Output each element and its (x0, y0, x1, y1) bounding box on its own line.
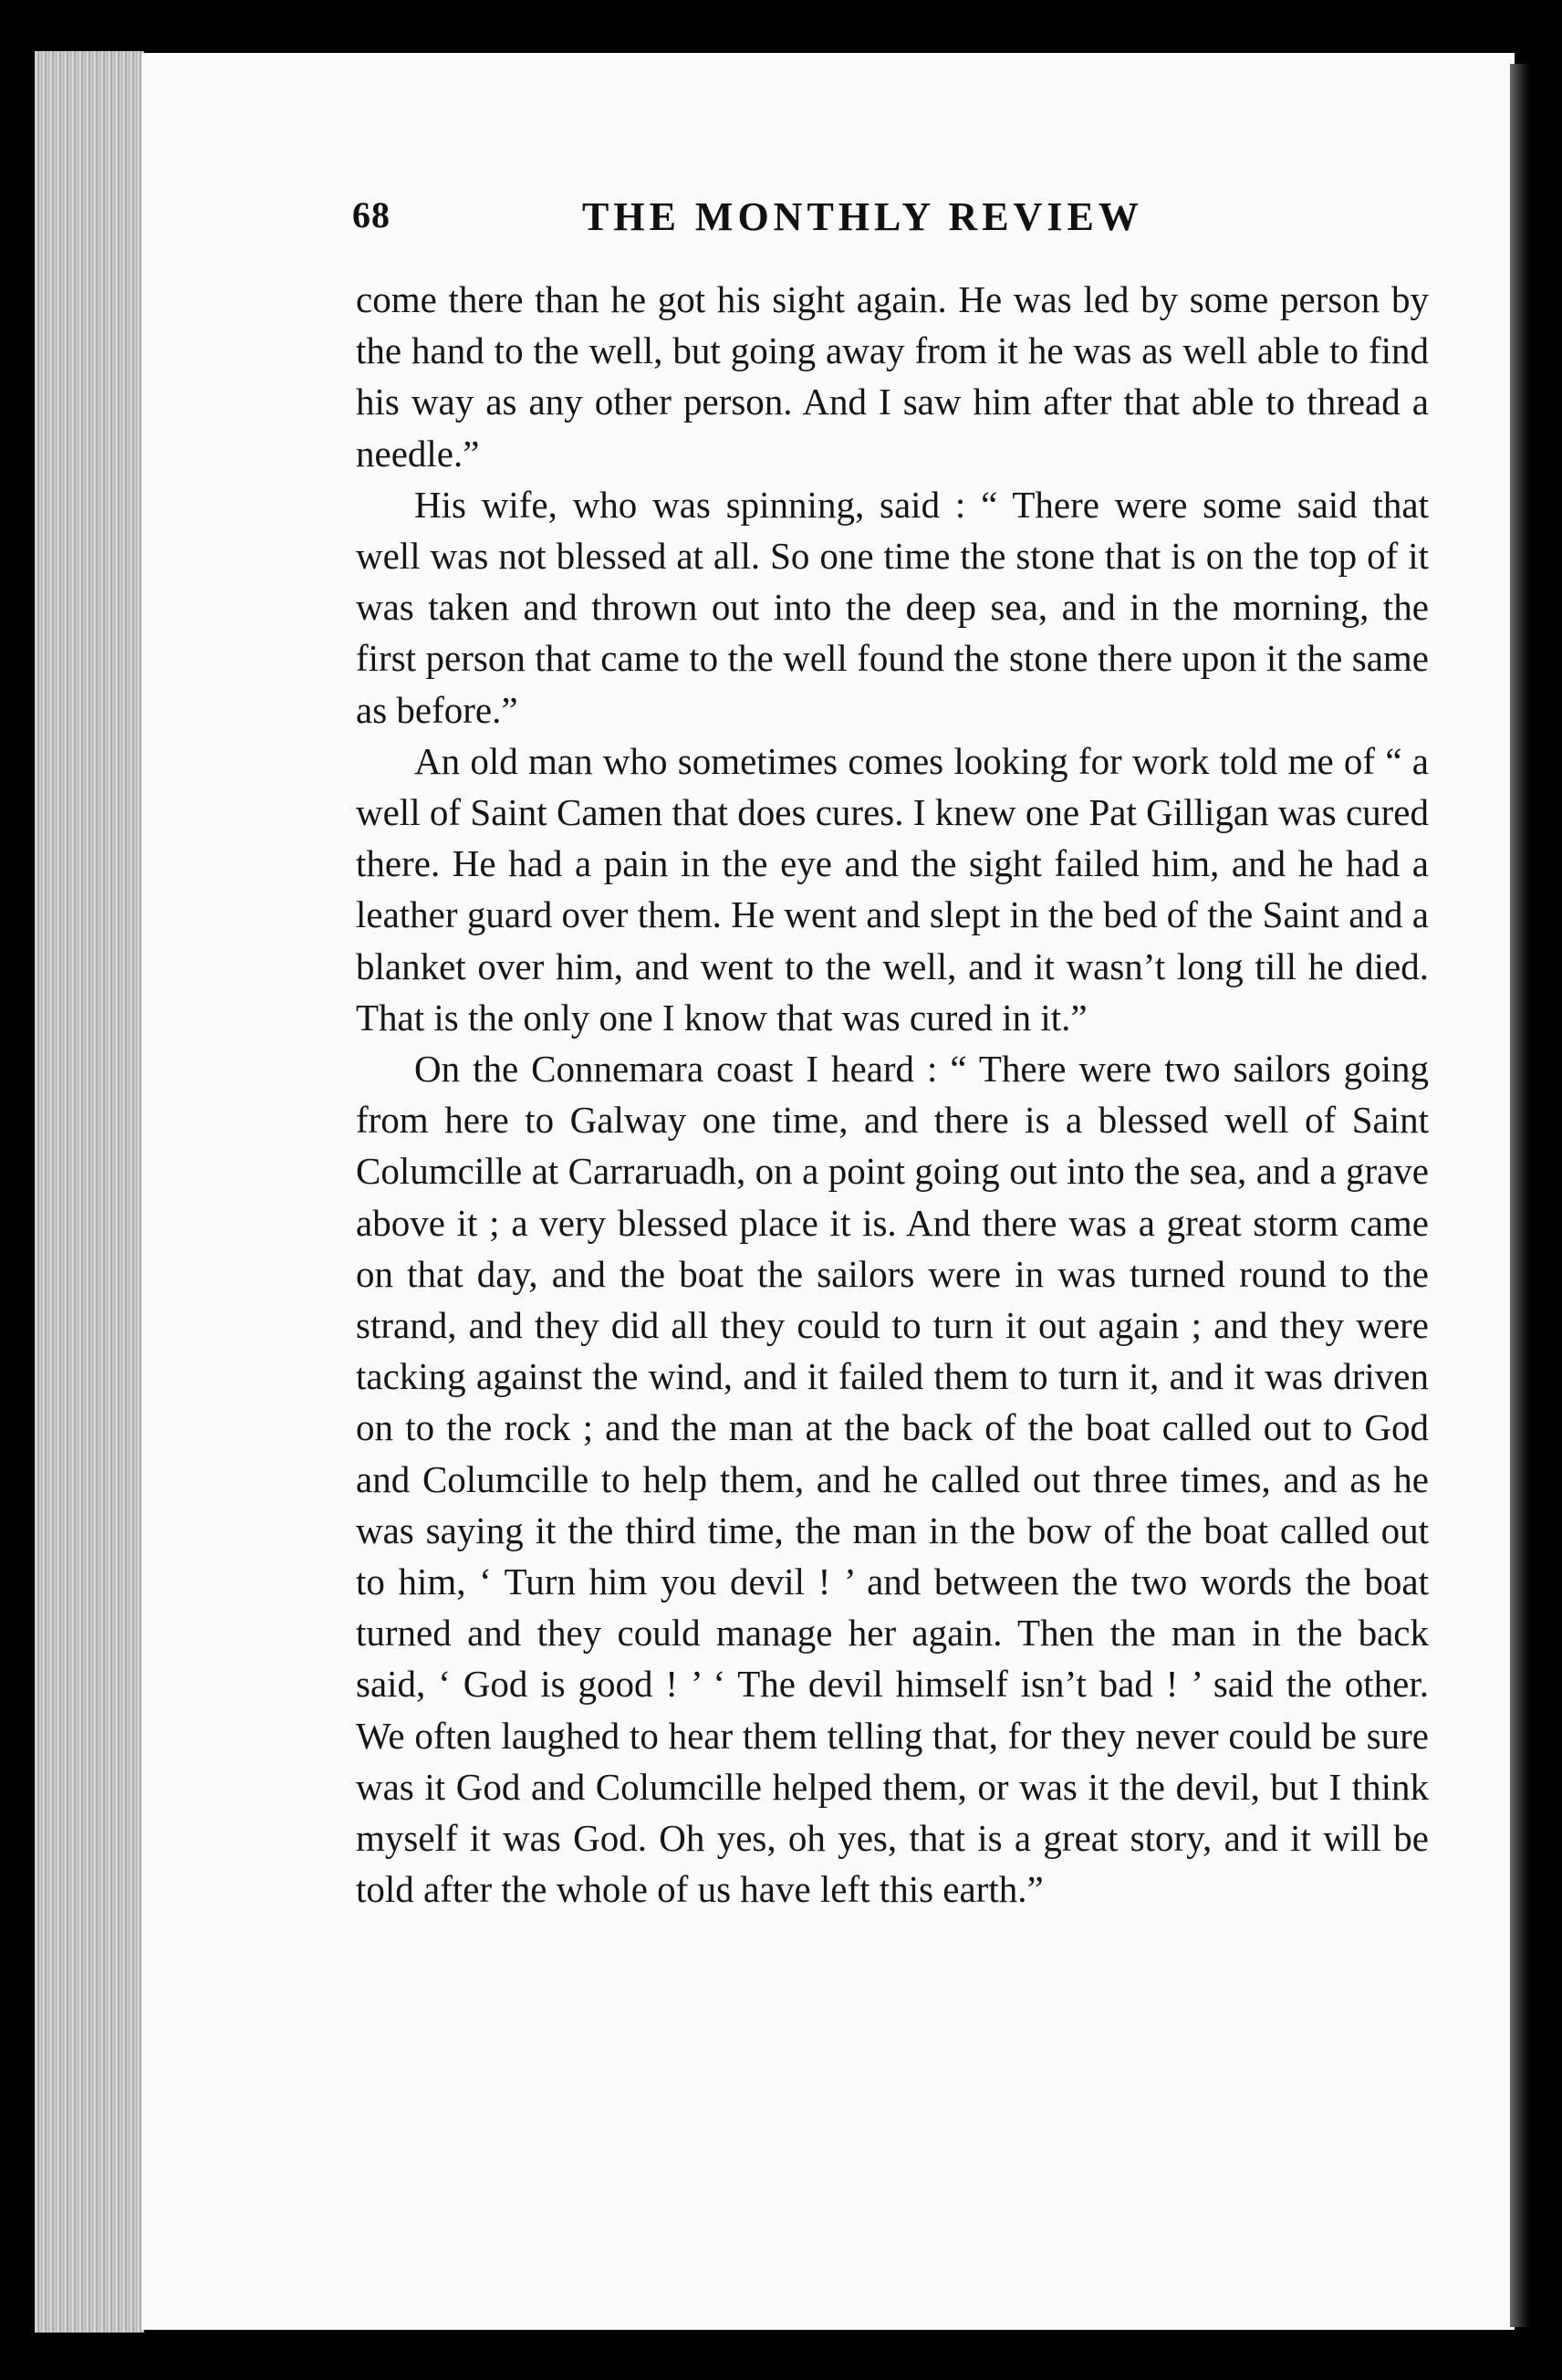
body-text (356, 274, 1429, 1915)
book-page-edges (35, 51, 144, 2333)
paragraph-continued: come there than he got his sight again. He was led by some person by the hand to the well, but going away from it he was as well able to find his way as any other person. And I saw him after that able to thread a needle.” (356, 278, 1429, 475)
paragraph: His wife, who was spinning, said : “ There were some said that well was not blessed at all. So one time the stone that is on the top of it was taken and thrown out into the deep sea, and in the morning, the first person that came to the well found the stone there upon it the same as before.” (356, 483, 1429, 731)
paragraph: An old man who sometimes comes looking for work told me of “ a well of Saint Camen that does cures. I knew one Pat Gilligan was cured there. He had a pain in the eye and the sight failed him, and he had a leather guard over them. He went and slept in the bed of the Saint and a blanket over him, and went to the well, and it wasn’t long till he died. That is the only one I know that was cured in it.” (356, 739, 1429, 1039)
running-title: THE MONTHLY REVIEW (582, 194, 1143, 239)
page-number: 68 (352, 194, 390, 235)
page-header (352, 193, 1192, 257)
page-gutter-shadow (1510, 64, 1530, 2327)
paragraph: On the Connemara coast I heard : “ There were two sailors going from here to Galway one time, and there is a blessed well of Saint Columcille at Carraruadh, on a point going out into the sea, and a grave above it ; a very blessed place it is. And there was a great storm came on that day, and the boat the sailors were in was turned round to the strand, and they did all they could to turn it out again ; and they were tacking against the wind, and it failed them to turn it, and it was driven on to the rock ; and the man at the back of the boat called out to God and Columcille to help them, and he called out three times, and as he was saying it the third time, the man in the bow of the boat called out to him, ‘ Turn him you devil ! ’ and between the two words the boat turned and they could manage her again. Then the man in the back said, ‘ God is good ! ’ ‘ The devil himself isn’t bad ! ’ said the other. We often laughed to hear them telling that, for they never could be sure was it God and Columcille helped them, or was it the devil, but I think myself it was God. Oh yes, oh yes, that is a great story, and it will be told after the whole of us have left this earth.” (356, 1048, 1429, 1911)
